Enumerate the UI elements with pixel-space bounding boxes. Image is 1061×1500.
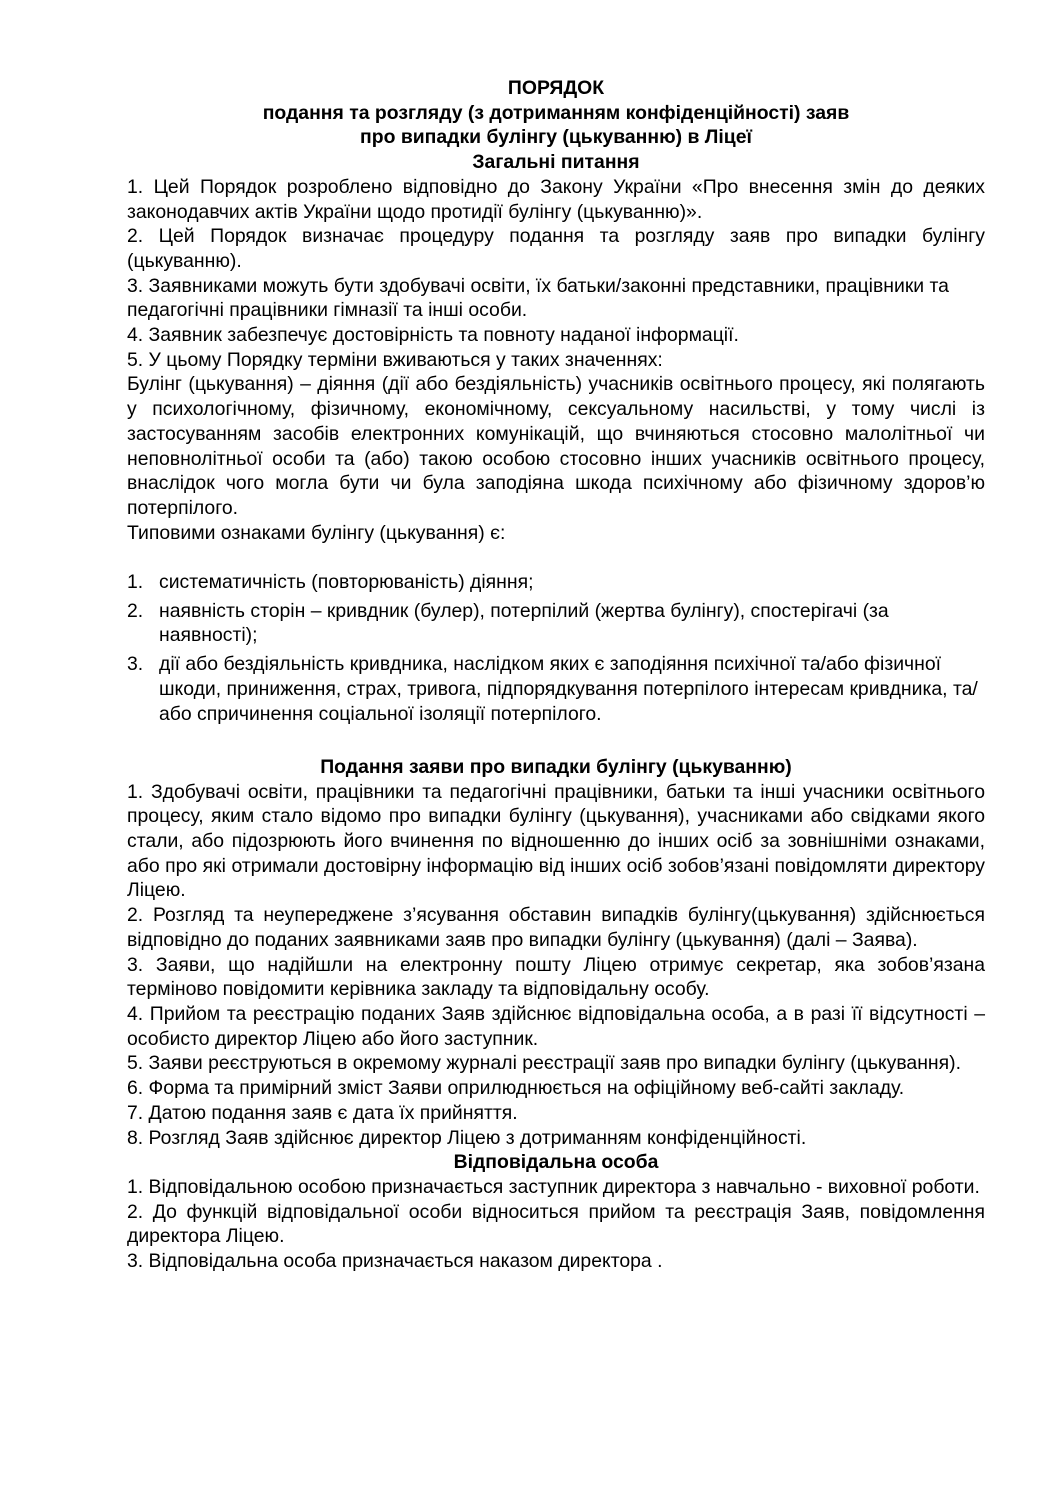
section-heading-submission: Подання заяви про випадки булінгу (цькуванню) <box>320 755 792 778</box>
general-paragraph-1: 1. Цей Порядок розроблено відповідно до Закону України «Про внесення змін до деяких законодавчих актів України щодо протидії булінгу (цькуванню)». <box>127 175 985 223</box>
submission-item-7: 7. Датою подання заяв є дата їх прийняття. <box>127 1101 518 1124</box>
general-paragraph-3: 3. Заявниками можуть бути здобувачі освіти, їх батьки/законні представники, працівники та педагогічні працівники гімназії та інші особи. <box>127 274 949 322</box>
list-item-number: 3. <box>127 653 144 676</box>
submission-item-8: 8. Розгляд Заяв здійснює директор Ліцею з дотриманням конфіденційності. <box>127 1126 807 1149</box>
document-subtitle-line-2: про випадки булінгу (цькуванню) в Ліцеї <box>360 126 752 149</box>
general-paragraph-5: 5. У цьому Порядку терміни вживаються у таких значеннях: <box>127 348 663 371</box>
submission-item-4: 4. Прийом та реєстрацію поданих Заяв здійснює відповідальна особа, а в разі її відсутності – особисто директор Ліцею або його заступник. <box>127 1002 985 1050</box>
responsible-item-3: 3. Відповідальна особа призначається наказом директора . <box>127 1250 663 1273</box>
general-paragraph-2: 2. Цей Порядок визначає процедуру подання та розгляду заяв про випадки булінгу (цькуванню). <box>127 225 985 272</box>
document-subtitle-line-1: подання та розгляду (з дотриманням конфіденційності) заяв <box>262 101 850 124</box>
general-paragraph-4: 4. Заявник забезпечує достовірність та повноту наданої інформації. <box>127 324 739 347</box>
bullying-definition: Булінг (цькування) – діяння (дії або бездіяльність) учасників освітнього процесу, які полягають у психологічному, фізичному, економічному, сексуальному насильстві, у тому числі із застосуванням засобів електронних комунікацій, що вчиняються стосовно малолітньої чи неповнолітньої особи та (або) такою особою стосовно інших учасників освітнього процесу, внаслідок чого могла бути чи була заподіяна шкода психічному або фізичному здоров’ю потерпілого. <box>127 373 985 519</box>
blank-line <box>127 545 985 570</box>
signs-list <box>127 570 985 726</box>
list-item-number: 1. <box>127 571 144 594</box>
responsible-item-2: 2. До функцій відповідальної особи відноситься прийом та реєстрація Заяв, повідомлення директора Ліцею. <box>127 1200 985 1248</box>
submission-item-1: 1. Здобувачі освіти, працівники та педагогічні працівники, батьки та інші учасники освітнього процесу, яким стало відомо про випадки булінгу (цькування), учасниками або свідками якого стали, або підозрюють його вчинення по відношенню до інших осіб за зовнішніми ознаками, або про які отримали достовірну інформацію від інших осіб зобов’язані повідомляти директору Ліцею. <box>127 780 985 902</box>
blank-line <box>127 730 985 755</box>
list-item-text: систематичність (повторюваність) діяння; <box>159 571 534 594</box>
list-item-text: дії або бездіяльність кривдника, наслідком яких є заподіяння психічної та/або фізичної шкоди, приниження, страх, тривога, підпорядкування потерпілого інтересам кривдника, та/або спричинення соціальної ізоляції потерпілого. <box>159 653 978 725</box>
list-item <box>127 599 985 648</box>
submission-item-5: 5. Заяви реєструються в окремому журналі реєстрації заяв про випадки булінгу (цькування). <box>127 1052 961 1075</box>
document-title: ПОРЯДОК <box>507 77 605 99</box>
submission-item-3: 3. Заяви, що надійшли на електронну пошту Ліцею отримує секретар, яка зобов’язана терміново повідомити керівника закладу та відповідальну особу. <box>127 953 985 1001</box>
list-item <box>127 570 985 595</box>
section-heading-responsible: Відповідальна особа <box>453 1151 659 1174</box>
signs-intro: Типовими ознаками булінгу (цькування) є: <box>127 521 506 544</box>
submission-item-2: 2. Розгляд та неупереджене з’ясування обставин випадків булінгу(цькування) здійснюється відповідно до поданих заявниками заяв про випадки булінгу (цькування) (далі – Заява). <box>127 904 985 951</box>
responsible-item-1: 1. Відповідальною особою призначається заступник директора з навчально - виховної роботи. <box>127 1175 980 1198</box>
list-item-number: 2. <box>127 599 144 622</box>
list-item <box>127 652 985 726</box>
document-page <box>127 76 985 1274</box>
list-item-text: наявність сторін – кривдник (булер), потерпілий (жертва булінгу), спостерігачі (за наявності); <box>159 599 889 647</box>
section-heading-general: Загальні питання <box>472 151 640 174</box>
submission-item-6: 6. Форма та примірний зміст Заяви оприлюднюється на офіційному веб-сайті закладу. <box>127 1077 905 1100</box>
